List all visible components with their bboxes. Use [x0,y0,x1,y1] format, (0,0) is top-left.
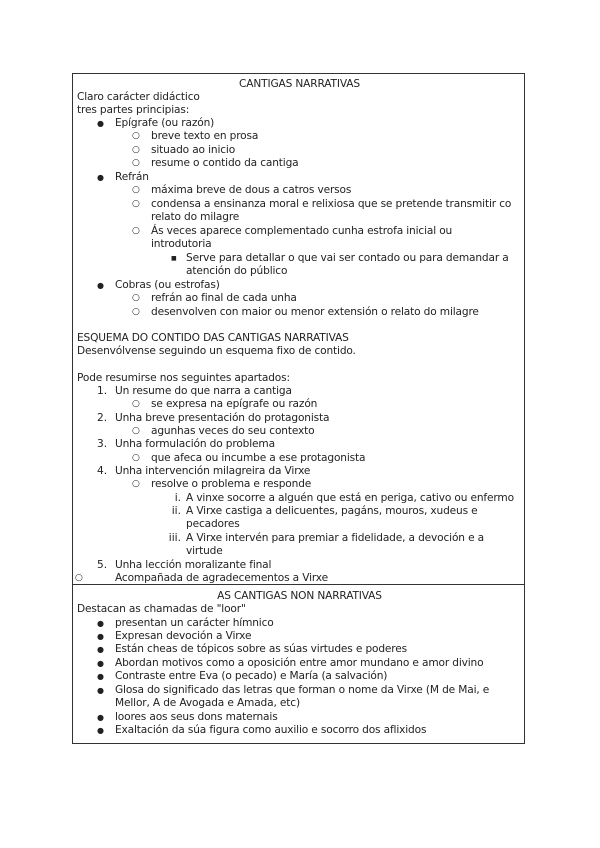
scheme-line-1: Desenvólvense seguindo un esquema fixo de contido. [77,345,356,357]
roman-item-continued: pecadores [186,518,240,530]
step-text: Unha lección moralizante final [115,559,272,571]
non-narrative-cantigas-box [72,584,525,744]
list-item: situado ao inicio [151,144,236,156]
circle-bullet-icon: ○ [132,426,140,436]
step-sub: agunhas veces do seu contexto [151,425,315,437]
step-number: 1. [97,385,108,397]
circle-bullet-icon: ○ [132,479,140,489]
circle-bullet-icon: ○ [132,399,140,409]
scheme-final: Acompañada de agradecementos a Virxe [115,572,328,584]
non-narrative-intro: Destacan as chamadas de "loor" [77,603,246,615]
step-text: Unha formulación do problema [115,438,275,450]
bullet-icon: ● [97,645,104,654]
step-sub: resolve o problema e responde [151,478,312,490]
roman-number: iii. [168,532,181,544]
bullet-icon: ● [97,659,104,668]
narrative-intro-2: tres partes principias: [77,104,190,116]
list-item: Glosa do significado das letras que forman o nome da Virxe (M de Mai, e [115,684,490,696]
circle-bullet-icon: ○ [132,453,140,463]
narrative-title: CANTIGAS NARRATIVAS [239,78,360,90]
list-item: breve texto en prosa [151,130,259,142]
roman-item: A Virxe intervén para premiar a fidelidade, a devoción e a [186,532,485,544]
circle-bullet-icon: ○ [132,185,140,195]
circle-bullet-icon: ○ [132,131,140,141]
list-item-continued: Mellor, A de Avogada e Amada, etc) [115,697,300,709]
part-label-epigrafe: Epígrafe (ou razón) [115,117,215,129]
circle-bullet-icon: ○ [132,199,140,209]
bullet-icon: ● [97,619,104,628]
list-item-continued: atención do público [186,265,288,277]
list-item: Abordan motivos como a oposición entre amor mundano e amor divino [115,657,484,669]
square-bullet-icon: ■ [171,255,177,262]
list-item: desenvolven con maior ou menor extensión o relato do milagre [151,306,479,318]
circle-bullet-icon: ○ [132,293,140,303]
step-number: 5. [97,559,108,571]
circle-bullet-icon: ○ [132,307,140,317]
roman-item: A vinxe socorre a alguén que está en periga, cativo ou enfermo [186,492,514,504]
list-item: Contraste entre Eva (o pecado) e María (a salvación) [115,670,388,682]
list-item-continued: relato do milagre [151,211,240,223]
list-item: refrán ao final de cada unha [151,292,297,304]
roman-item: A Virxe castiga a delicuentes, pagáns, mouros, xudeus e [186,505,478,517]
step-number: 4. [97,465,108,477]
step-text: Un resume do que narra a cantiga [115,385,292,397]
list-item: Serve para detallar o que vai ser contado ou para demandar a [186,252,509,264]
step-number: 3. [97,438,108,450]
bullet-icon: ● [97,672,104,681]
bullet-icon: ● [97,281,104,290]
list-item: Están cheas de tópicos sobre as súas virtudes e poderes [115,643,408,655]
step-text: Unha breve presentación do protagonista [115,412,330,424]
list-item: presentan un carácter hímnico [115,617,274,629]
bullet-icon: ● [97,632,104,641]
list-item: Expresan devoción a Virxe [115,630,252,642]
part-label-refran: Refrán [115,171,149,183]
circle-bullet-icon: ○ [132,226,140,236]
list-item: Ás veces aparece complementado cunha estrofa inicial ou [151,225,453,237]
circle-bullet-icon: ○ [75,573,83,583]
step-sub: se expresa na epígrafe ou razón [151,398,318,410]
bullet-icon: ● [97,686,104,695]
bullet-icon: ● [97,119,104,128]
roman-number: ii. [171,505,181,517]
list-item: máxima breve de dous a catros versos [151,184,352,196]
bullet-icon: ● [97,713,104,722]
list-item: condensa a ensinanza moral e relixiosa que se pretende transmitir co [151,198,512,210]
bullet-icon: ● [97,726,104,735]
bullet-icon: ● [97,173,104,182]
roman-item-continued: virtude [186,545,223,557]
list-item: Exaltación da súa figura como auxilio e socorro dos aflixidos [115,724,427,736]
narrative-intro-1: Claro carácter didáctico [77,91,200,103]
scheme-line-2: Pode resumirse nos seguintes apartados: [77,372,290,384]
non-narrative-title: AS CANTIGAS NON NARRATIVAS [217,590,382,602]
list-item: loores aos seus dons maternais [115,711,278,723]
list-item-continued: introdutoria [151,238,212,250]
roman-number: i. [174,492,181,504]
step-text: Unha intervención milagreira da Virxe [115,465,311,477]
part-label-cobras: Cobras (ou estrofas) [115,279,220,291]
narrative-cantigas-box [72,73,525,585]
scheme-title: ESQUEMA DO CONTIDO DAS CANTIGAS NARRATIVAS [77,332,349,344]
circle-bullet-icon: ○ [132,145,140,155]
step-number: 2. [97,412,108,424]
list-item: resume o contido da cantiga [151,157,299,169]
circle-bullet-icon: ○ [132,158,140,168]
step-sub: que afeca ou incumbe a ese protagonista [151,452,366,464]
